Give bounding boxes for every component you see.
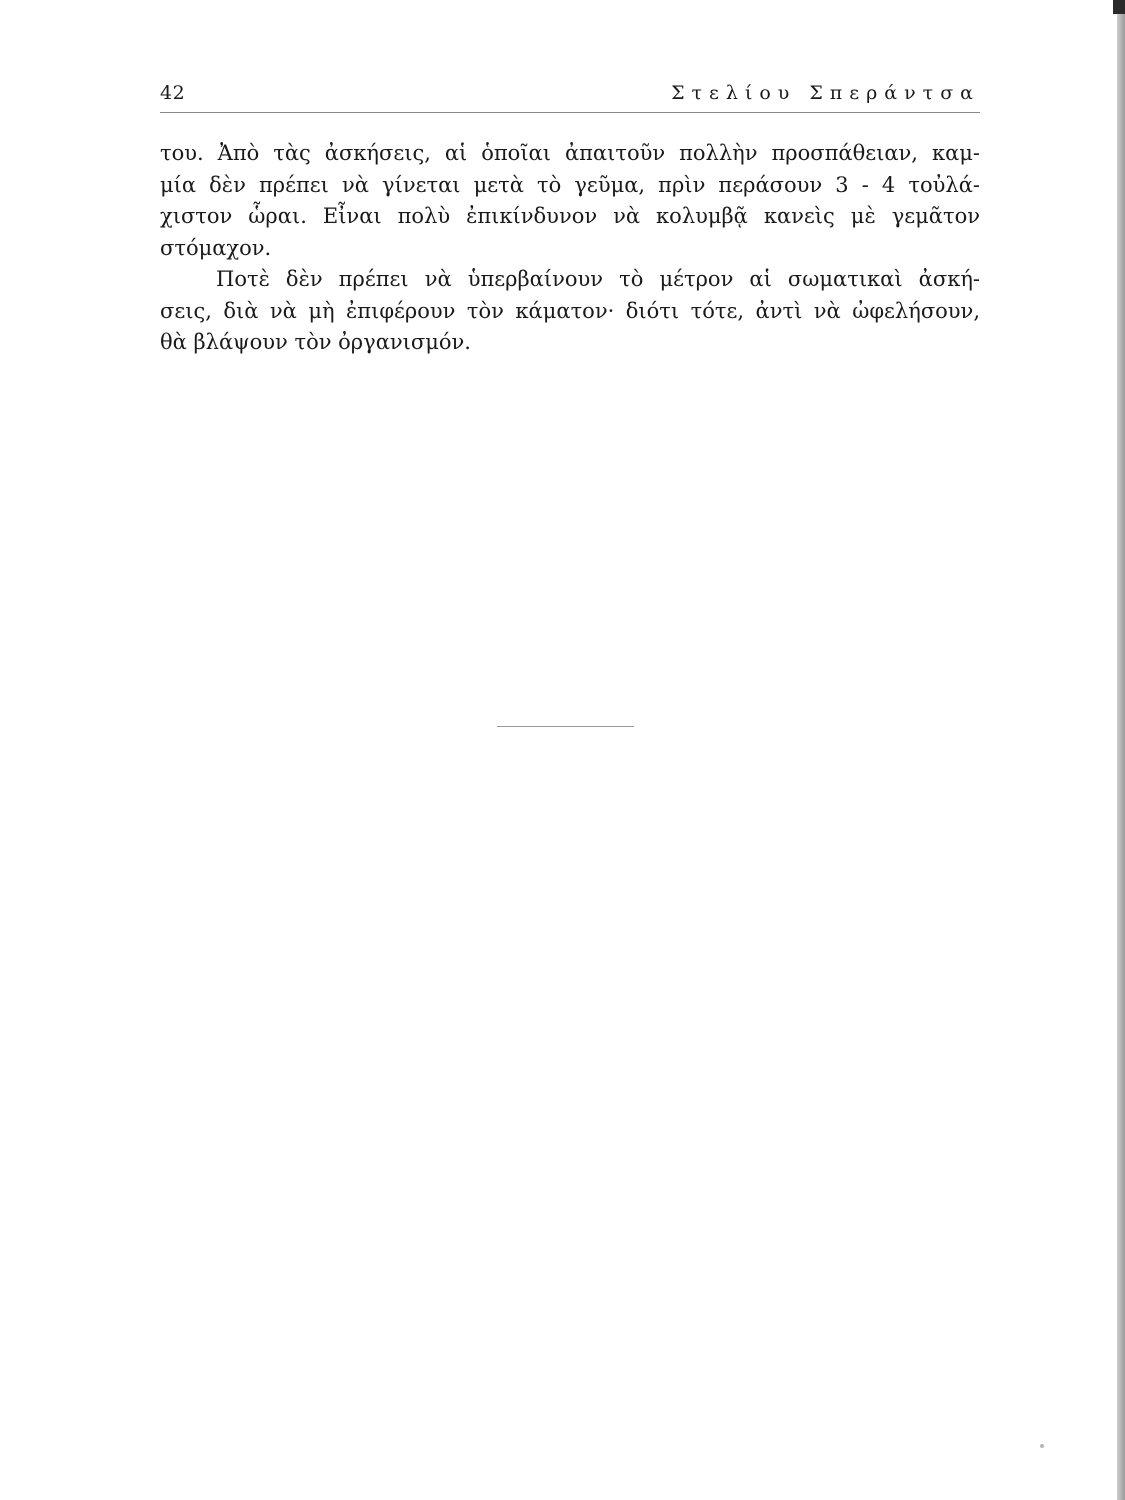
text-line: θὰ βλάψουν τὸν ὀργανισμόν. [160,330,471,354]
text-line: μία δὲν πρέπει νὰ γίνεται μετὰ τὸ γεῦμα, πρὶν περάσουν 3 - 4 τοὐλά- [160,172,980,197]
text-line: Ποτὲ δὲν πρέπει νὰ ὑπερβαίνουν τὸ μέτρον αἱ σωματικαὶ ἀσκή- [216,267,980,291]
page-header [160,80,980,113]
paragraph-2 [160,264,980,359]
running-head-author: Στελίου Σπεράντσα [671,82,980,104]
text-line: στόμαχον. [160,235,272,260]
text-line: σεις, διὰ νὰ μὴ ἐπιφέρουν τὸν κάματον· διότι τότε, ἀντὶ νὰ ὠφελήσουν, [160,298,980,323]
page-number: 42 [160,82,186,104]
scan-speck [1040,1444,1044,1448]
body-text [160,138,980,359]
section-end-rule [497,726,634,727]
paragraph-1 [160,138,980,264]
scan-edge [1117,0,1125,1500]
text-line: του. Ἀπὸ τὰς ἀσκήσεις, αἱ ὁποῖαι ἀπαιτοῦν πολλὴν προσπάθειαν, καμ- [160,141,980,165]
text-line: χιστον ὧραι. Εἶναι πολὺ ἐπικίνδυνον νὰ κολυμβᾷ κανεὶς μὲ γεμᾶτον [160,204,980,228]
scan-corner-mark [1113,0,1125,14]
